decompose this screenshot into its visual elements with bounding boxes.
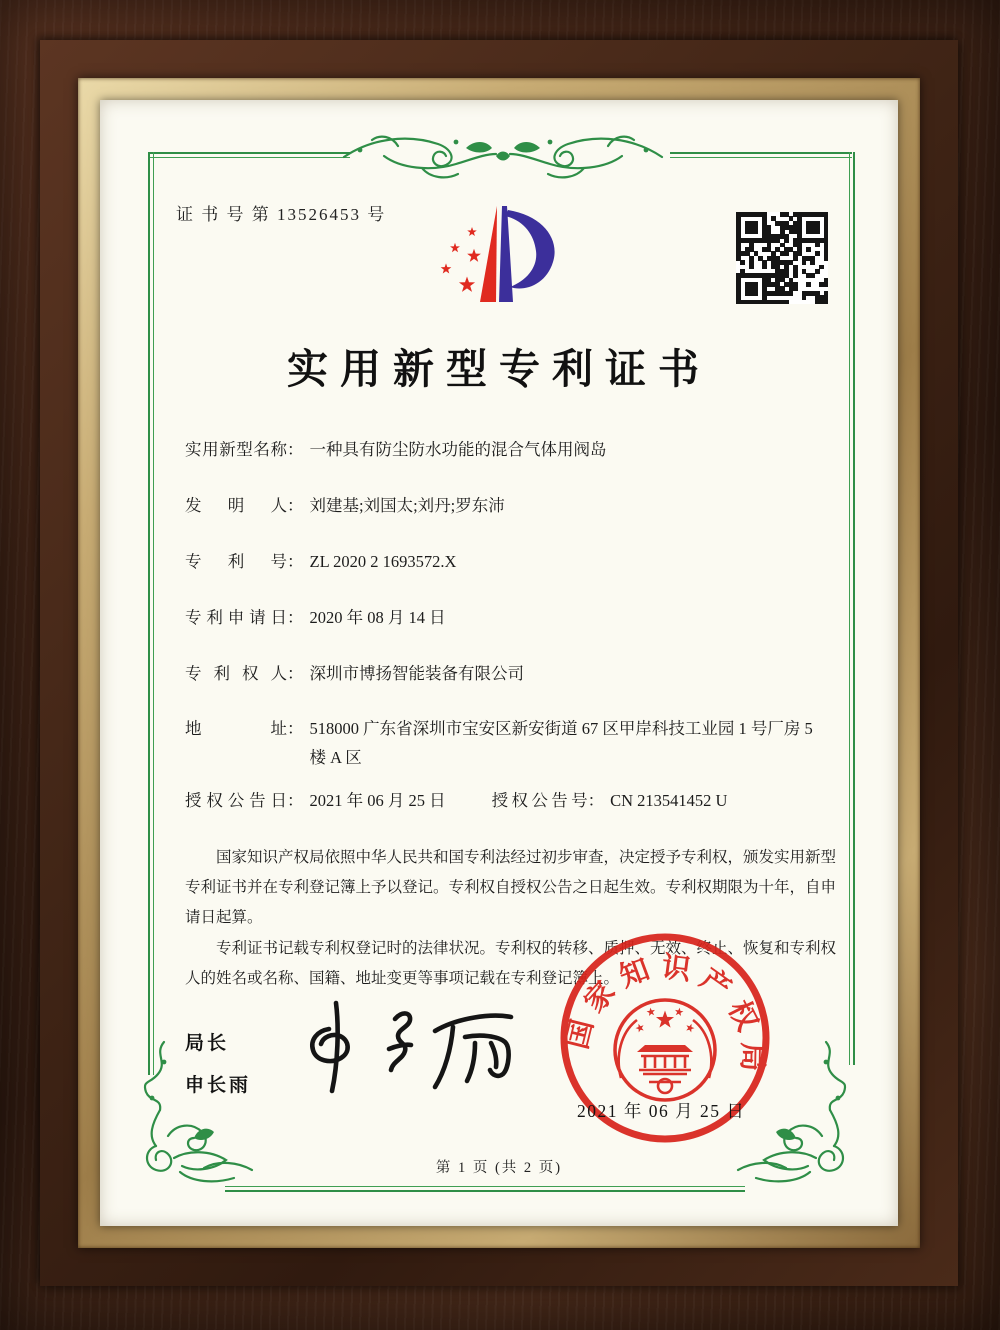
border-top-right-segment <box>670 152 852 158</box>
field-label: 实用新型名称 <box>185 440 287 459</box>
grant-number-group: 授权公告号 ： CN 213541452 U <box>492 787 728 816</box>
certificate-title: 实用新型专利证书 <box>287 346 711 392</box>
field-label: 地址 <box>185 719 287 739</box>
field-label: 授权公告日 <box>185 791 287 811</box>
field-label: 发明人 <box>185 495 287 515</box>
field-label: 授权公告号 <box>491 791 588 811</box>
border-top-left-segment <box>148 152 350 158</box>
border-bottom-line <box>225 1186 745 1192</box>
field-row-utility-model-name: 实用新型名称 ： 一种具有防尘防水功能的混合气体用阀岛 <box>185 436 836 465</box>
page-number: 第 1 页 (共 2 页) <box>435 1160 563 1176</box>
certificate-number: 证 书 号 第 13526453 号 <box>176 205 387 224</box>
field-row-grant: 授权公告日 ： 2021 年 06 月 25 日 授权公告号 ： CN 213541452 U <box>185 787 836 816</box>
seal-date: 2021 年 06 月 25 日 <box>577 1101 746 1121</box>
field-value: 刘建基;刘国太;刘丹;罗东沛 <box>309 495 505 515</box>
grant-number-value: CN 213541452 U <box>610 791 728 811</box>
field-row-inventors: 发明人 ： 刘建基;刘国太;刘丹;罗东沛 <box>185 492 836 521</box>
field-row-filing-date: 专利申请日 ： 2020 年 08 月 14 日 <box>185 604 836 633</box>
field-value: 一种具有防尘防水功能的混合气体用阀岛 <box>309 440 607 459</box>
field-value: 2020 年 08 月 14 日 <box>309 607 446 627</box>
field-row-address: 地址 ： 518000 广东省深圳市宝安区新安街道 67 区甲岸科技工业园 1 号厂房 5 楼 A 区 <box>185 715 836 773</box>
field-label: 专利申请日 <box>185 607 287 627</box>
grant-date-value: 2021 年 06 月 25 日 <box>309 791 446 811</box>
legal-paragraph-1: 国家知识产权局依照中华人民共和国专利法经过初步审查，决定授予专利权，颁发实用新型专利证书并在专利登记簿上予以登记。专利权自授权公告之日起生效。专利权期限为十年，自申请日起算。 <box>185 849 837 926</box>
legal-paragraph-2: 专利证书记载专利权登记时的法律状况。专利权的转移、质押、无效、终止、恢复和专利权人的姓名或名称、国籍、地址变更等事项记载在专利登记簿上。 <box>185 940 837 987</box>
field-row-patent-number: 专利号 ： ZL 2020 2 1693572.X <box>185 548 836 577</box>
field-value: ZL 2020 2 1693572.X <box>309 551 457 571</box>
top-flourish-ornament <box>338 124 668 188</box>
frame-gold-trim <box>78 78 920 1248</box>
director-signature-icon <box>295 993 525 1103</box>
cnipa-logo-icon <box>418 186 598 326</box>
national-emblem-icon <box>615 1000 715 1100</box>
field-value: 518000 广东省深圳市宝安区新安街道 67 区甲岸科技工业园 1 号厂房 5 楼 A 区 <box>309 719 813 768</box>
field-label: 专利权人 <box>185 663 287 683</box>
certificate-paper <box>100 100 898 1226</box>
director-title: 局长 <box>185 1033 230 1054</box>
border-right-line <box>849 152 855 1065</box>
field-value: 深圳市博扬智能装备有限公司 <box>309 663 524 683</box>
director-block <box>185 1028 251 1112</box>
certificate-fields <box>185 436 836 996</box>
director-name: 申长雨 <box>185 1075 252 1096</box>
qr-code <box>736 212 828 304</box>
border-left-line <box>148 152 154 1075</box>
field-label: 专利号 <box>185 551 287 571</box>
field-row-patentee: 专利权人 ： 深圳市博扬智能装备有限公司 <box>185 660 836 689</box>
seal-agency-text: 国家知识产权局 <box>561 951 769 1072</box>
